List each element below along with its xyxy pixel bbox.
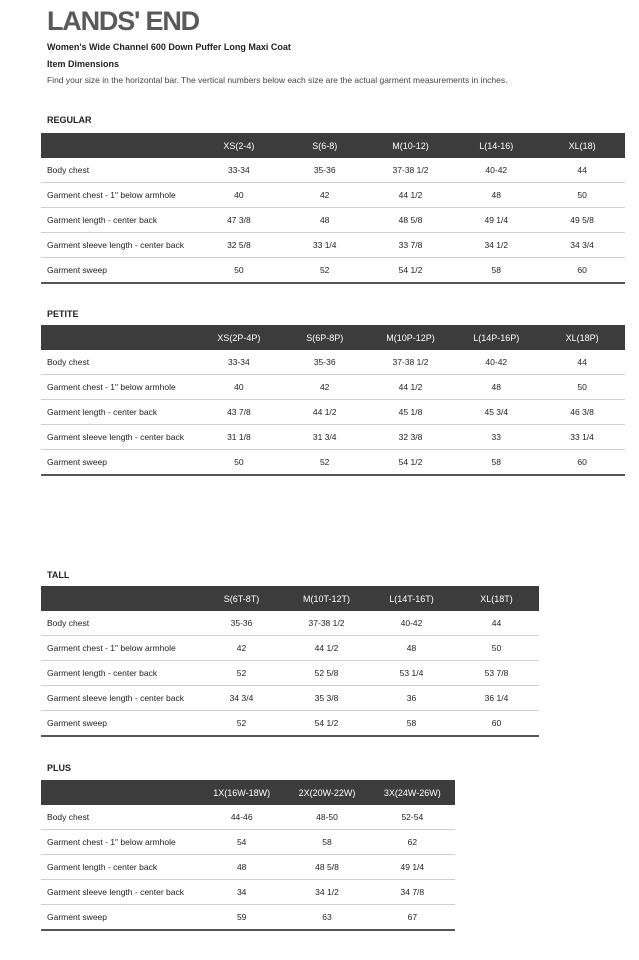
table-row [41, 208, 625, 233]
measurement-value: 40 [196, 183, 282, 208]
size-column-header: XL(18) [539, 133, 625, 158]
petite-section-title: PETITE [47, 309, 79, 319]
measurement-value: 58 [453, 450, 539, 476]
header-blank-cell [41, 325, 196, 350]
measurement-value: 42 [199, 636, 284, 661]
table-row [41, 805, 455, 830]
measurement-value: 32 3/8 [368, 425, 454, 450]
measurement-label: Garment length - center back [41, 208, 196, 233]
table-row [41, 880, 455, 905]
measurement-value: 37-38 1/2 [368, 158, 454, 183]
measurement-value: 37-38 1/2 [368, 350, 454, 375]
measurement-value: 50 [539, 375, 625, 400]
measurement-value: 42 [282, 375, 368, 400]
size-column-header: M(10P-12P) [368, 325, 454, 350]
measurement-value: 45 3/4 [453, 400, 539, 425]
measurement-value: 49 5/8 [539, 208, 625, 233]
measurement-value: 50 [454, 636, 539, 661]
measurement-value: 44 1/2 [284, 636, 369, 661]
measurement-label: Garment length - center back [41, 855, 199, 880]
measurement-value: 48 [453, 183, 539, 208]
measurement-value: 44 [539, 350, 625, 375]
table-row [41, 425, 625, 450]
size-column-header: L(14T-16T) [369, 586, 454, 611]
measurement-value: 48 [453, 375, 539, 400]
measurement-value: 45 1/8 [368, 400, 454, 425]
measurement-value: 44 1/2 [368, 375, 454, 400]
measurement-value: 58 [284, 830, 369, 855]
measurement-value: 49 1/4 [453, 208, 539, 233]
table-row [41, 350, 625, 375]
measurement-label: Garment sweep [41, 450, 196, 476]
measurement-label: Body chest [41, 350, 196, 375]
measurement-value: 52 5/8 [284, 661, 369, 686]
measurement-label: Garment length - center back [41, 400, 196, 425]
measurement-value: 33-34 [196, 158, 282, 183]
measurement-value: 35 3/8 [284, 686, 369, 711]
measurement-value: 52 [282, 450, 368, 476]
table-row [41, 636, 539, 661]
measurement-value: 54 1/2 [368, 258, 454, 284]
measurement-value: 44 1/2 [368, 183, 454, 208]
size-column-header: XL(18T) [454, 586, 539, 611]
measurement-value: 34 1/2 [284, 880, 369, 905]
measurement-label: Garment chest - 1" below armhole [41, 183, 196, 208]
size-column-header: L(14-16) [453, 133, 539, 158]
measurement-value: 60 [539, 450, 625, 476]
measurement-value: 32 5/8 [196, 233, 282, 258]
measurement-value: 40 [196, 375, 282, 400]
measurement-value: 48 5/8 [368, 208, 454, 233]
regular-section-title: REGULAR [47, 115, 92, 125]
measurement-value: 48 5/8 [284, 855, 369, 880]
tall-section-title: TALL [47, 570, 70, 580]
measurement-value: 52 [199, 661, 284, 686]
size-column-header: 3X(24W-26W) [370, 780, 455, 805]
measurement-value: 52 [199, 711, 284, 737]
table-row [41, 686, 539, 711]
size-column-header: 2X(20W-22W) [284, 780, 369, 805]
item-dimensions-heading: Item Dimensions [47, 59, 120, 69]
measurement-value: 34 [199, 880, 284, 905]
table-row [41, 711, 539, 737]
measurement-value: 52 [282, 258, 368, 284]
measurement-label: Body chest [41, 611, 199, 636]
measurement-value: 34 3/4 [539, 233, 625, 258]
tall-size-table [41, 586, 539, 737]
measurement-value: 58 [453, 258, 539, 284]
table-row [41, 830, 455, 855]
measurement-value: 50 [196, 258, 282, 284]
measurement-value: 49 1/4 [370, 855, 455, 880]
measurement-label: Garment chest - 1" below armhole [41, 375, 196, 400]
size-column-header: XS(2-4) [196, 133, 282, 158]
measurement-value: 36 1/4 [454, 686, 539, 711]
measurement-value: 43 7/8 [196, 400, 282, 425]
plus-section-title: PLUS [47, 763, 72, 773]
table-row [41, 258, 625, 284]
size-column-header: XL(18P) [539, 325, 625, 350]
table-row [41, 450, 625, 476]
table-row [41, 375, 625, 400]
measurement-value: 48 [199, 855, 284, 880]
table-row [41, 400, 625, 425]
measurement-value: 44 1/2 [282, 400, 368, 425]
plus-size-table [41, 780, 455, 931]
measurement-value: 35-36 [282, 158, 368, 183]
table-row [41, 905, 455, 931]
measurement-value: 58 [369, 711, 454, 737]
measurement-value: 44 [454, 611, 539, 636]
measurement-label: Garment chest - 1" below armhole [41, 830, 199, 855]
size-column-header: 1X(16W-18W) [199, 780, 284, 805]
measurement-value: 34 1/2 [453, 233, 539, 258]
size-instructions: Find your size in the horizontal bar. The vertical numbers below each size are the actual garment measurements in inches. [47, 75, 508, 85]
measurement-value: 33 1/4 [282, 233, 368, 258]
measurement-value: 34 7/8 [370, 880, 455, 905]
measurement-value: 48-50 [284, 805, 369, 830]
measurement-value: 33 1/4 [539, 425, 625, 450]
measurement-value: 40-42 [453, 158, 539, 183]
measurement-value: 54 [199, 830, 284, 855]
measurement-value: 59 [199, 905, 284, 931]
measurement-label: Garment sweep [41, 905, 199, 931]
measurement-value: 33-34 [196, 350, 282, 375]
measurement-value: 54 1/2 [284, 711, 369, 737]
measurement-label: Garment length - center back [41, 661, 199, 686]
measurement-value: 60 [454, 711, 539, 737]
measurement-label: Garment sleeve length - center back [41, 233, 196, 258]
measurement-value: 35-36 [199, 611, 284, 636]
measurement-value: 47 3/8 [196, 208, 282, 233]
measurement-label: Body chest [41, 158, 196, 183]
measurement-value: 50 [539, 183, 625, 208]
table-row [41, 233, 625, 258]
size-column-header: M(10T-12T) [284, 586, 369, 611]
size-column-header: XS(2P-4P) [196, 325, 282, 350]
measurement-value: 48 [282, 208, 368, 233]
table-row [41, 855, 455, 880]
measurement-value: 33 7/8 [368, 233, 454, 258]
table-row [41, 158, 625, 183]
measurement-value: 52-54 [370, 805, 455, 830]
size-column-header: S(6T-8T) [199, 586, 284, 611]
header-blank-cell [41, 780, 199, 805]
measurement-value: 44-46 [199, 805, 284, 830]
measurement-value: 60 [539, 258, 625, 284]
product-title: Women's Wide Channel 600 Down Puffer Long Maxi Coat [47, 42, 291, 52]
table-row [41, 611, 539, 636]
measurement-value: 46 3/8 [539, 400, 625, 425]
measurement-label: Garment sweep [41, 711, 199, 737]
measurement-value: 62 [370, 830, 455, 855]
brand-logo: LANDS' END [47, 6, 199, 36]
table-header-row [41, 133, 625, 158]
size-column-header: S(6-8) [282, 133, 368, 158]
measurement-value: 37-38 1/2 [284, 611, 369, 636]
measurement-label: Garment sleeve length - center back [41, 686, 199, 711]
header-blank-cell [41, 133, 196, 158]
measurement-value: 67 [370, 905, 455, 931]
table-header-row [41, 780, 455, 805]
measurement-value: 48 [369, 636, 454, 661]
measurement-value: 44 [539, 158, 625, 183]
measurement-value: 63 [284, 905, 369, 931]
petite-size-table [41, 325, 625, 476]
measurement-value: 40-42 [369, 611, 454, 636]
header-blank-cell [41, 586, 199, 611]
size-column-header: S(6P-8P) [282, 325, 368, 350]
measurement-value: 53 7/8 [454, 661, 539, 686]
size-column-header: M(10-12) [368, 133, 454, 158]
measurement-label: Garment chest - 1" below armhole [41, 636, 199, 661]
measurement-label: Body chest [41, 805, 199, 830]
regular-size-table [41, 133, 625, 284]
size-column-header: L(14P-16P) [453, 325, 539, 350]
measurement-value: 36 [369, 686, 454, 711]
measurement-label: Garment sleeve length - center back [41, 880, 199, 905]
measurement-label: Garment sleeve length - center back [41, 425, 196, 450]
table-row [41, 661, 539, 686]
measurement-value: 31 1/8 [196, 425, 282, 450]
measurement-value: 53 1/4 [369, 661, 454, 686]
measurement-label: Garment sweep [41, 258, 196, 284]
table-header-row [41, 586, 539, 611]
table-header-row [41, 325, 625, 350]
measurement-value: 50 [196, 450, 282, 476]
table-row [41, 183, 625, 208]
measurement-value: 42 [282, 183, 368, 208]
measurement-value: 33 [453, 425, 539, 450]
measurement-value: 35-36 [282, 350, 368, 375]
measurement-value: 40-42 [453, 350, 539, 375]
measurement-value: 34 3/4 [199, 686, 284, 711]
measurement-value: 54 1/2 [368, 450, 454, 476]
measurement-value: 31 3/4 [282, 425, 368, 450]
